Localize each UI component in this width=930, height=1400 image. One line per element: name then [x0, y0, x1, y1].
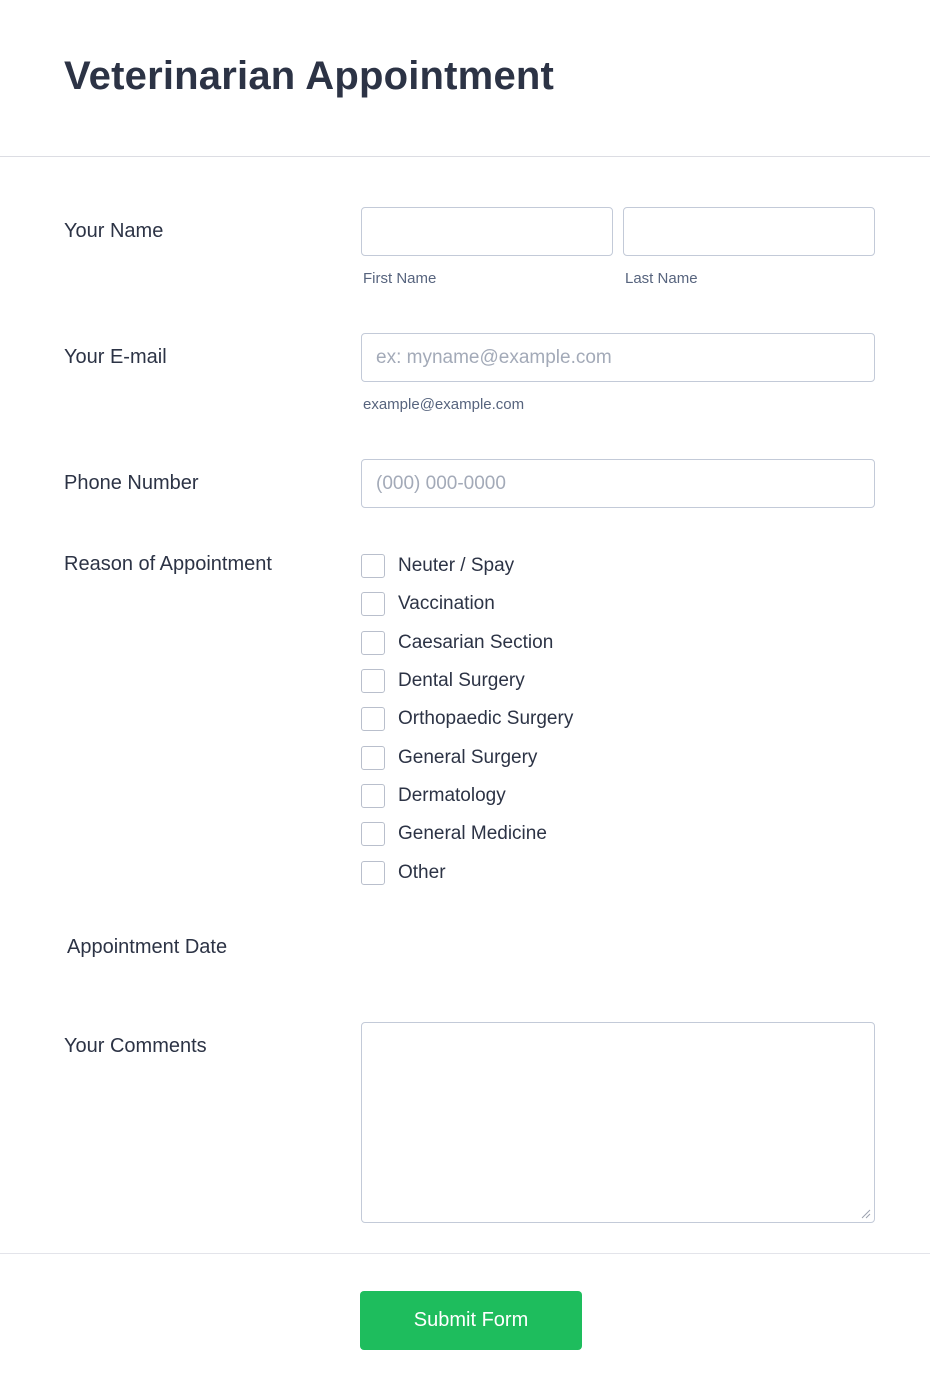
- checkbox[interactable]: [361, 554, 385, 578]
- last-name-input[interactable]: [623, 207, 875, 256]
- email-sublabel: example@example.com: [363, 396, 525, 413]
- checkbox-option-neuter-spay[interactable]: [361, 553, 514, 579]
- checkbox-label[interactable]: General Surgery: [398, 747, 538, 768]
- comments-label: Your Comments: [64, 1035, 207, 1057]
- resize-handle-icon[interactable]: [861, 1209, 871, 1219]
- form-title: Veterinarian Appointment: [64, 54, 555, 98]
- checkbox[interactable]: [361, 592, 385, 616]
- checkbox-option-general-surgery[interactable]: [361, 745, 537, 771]
- checkbox[interactable]: [361, 631, 385, 655]
- checkbox[interactable]: [361, 822, 385, 846]
- checkbox-label[interactable]: Other: [398, 862, 446, 883]
- checkbox-option-orthopaedic-surgery[interactable]: [361, 706, 573, 732]
- checkbox-option-dental-surgery[interactable]: [361, 668, 525, 694]
- checkbox-label[interactable]: Vaccination: [398, 593, 495, 614]
- checkbox-label[interactable]: Caesarian Section: [398, 632, 554, 653]
- form-header: [0, 0, 930, 157]
- checkbox-option-vaccination[interactable]: [361, 591, 495, 617]
- checkbox-label[interactable]: Dental Surgery: [398, 670, 525, 691]
- phone-label: Phone Number: [64, 472, 199, 494]
- checkbox[interactable]: [361, 707, 385, 731]
- checkbox-label[interactable]: Orthopaedic Surgery: [398, 708, 574, 729]
- checkbox[interactable]: [361, 746, 385, 770]
- email-input[interactable]: [361, 333, 875, 382]
- footer-divider: [0, 1253, 930, 1254]
- comments-textarea[interactable]: [361, 1022, 875, 1223]
- first-name-sublabel: First Name: [363, 270, 437, 287]
- checkbox[interactable]: [361, 784, 385, 808]
- last-name-sublabel: Last Name: [625, 270, 698, 287]
- phone-input[interactable]: [361, 459, 875, 508]
- checkbox[interactable]: [361, 861, 385, 885]
- checkbox-option-dermatology[interactable]: [361, 783, 506, 809]
- checkbox[interactable]: [361, 669, 385, 693]
- checkbox-label[interactable]: General Medicine: [398, 823, 547, 844]
- email-label: Your E-mail: [64, 346, 167, 368]
- checkbox-option-caesarian-section[interactable]: [361, 630, 553, 656]
- submit-button[interactable]: Submit Form: [360, 1291, 582, 1350]
- checkbox-option-general-medicine[interactable]: [361, 821, 547, 847]
- appointment-date-label: Appointment Date: [67, 936, 228, 958]
- name-label: Your Name: [64, 220, 164, 242]
- first-name-input[interactable]: [361, 207, 613, 256]
- checkbox-label[interactable]: Dermatology: [398, 785, 506, 806]
- checkbox-option-other[interactable]: [361, 860, 446, 886]
- reason-label: Reason of Appointment: [64, 553, 272, 575]
- checkbox-label[interactable]: Neuter / Spay: [398, 555, 515, 576]
